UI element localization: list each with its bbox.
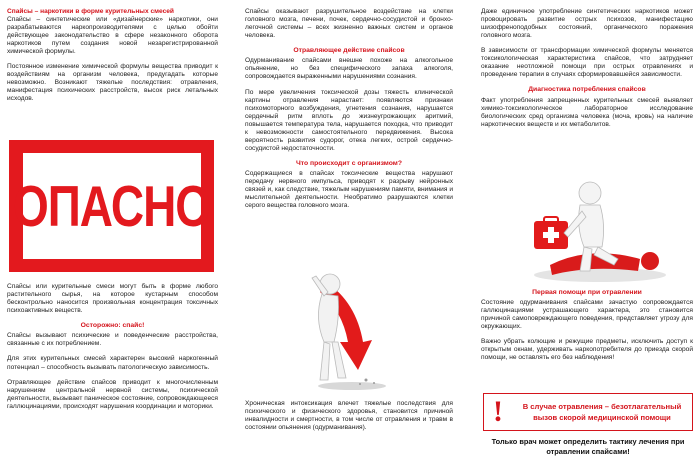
paragraph-clinical: По мере увеличения токсической дозы тяжесть клинической картины отравления нарастает: появляются признаки психомоторного возбуждения, угнетения сознания, нарушается сердечный ритм вплоть до жизнеугрожающих аритмий, повышается температура тела, нарушается походка, что приводит к невозможности самостоятельного передвижения. Высока вероятность развития судорог, отека легких, острой сердечно-сосудистой недостаточности. [245, 88, 453, 152]
paragraph-single-use: Даже единичное употребление синтетических наркотиков может провоцировать развитие острых психозов, манифестацию шизофреноподобных состояний, органического поражения головного мозга. [481, 8, 693, 40]
final-note: Только врач может определить тактику лечения при отравлении спайсами! [491, 437, 685, 457]
paragraph-diagnostics: Факт употребления запрещенных курительных смесей выявляет химико-токсикологическое лабораторное исследование биологических сред организма человека (моча, кровь) на наличие наркотических веществ и их метаболитов. [481, 96, 693, 128]
diagnostics-heading: Диагностика потребления спайсов [528, 86, 646, 94]
paragraph-neurons: Содержащиеся в спайсах токсические вещества нарушают передачу нервного импульса, приводят к разрыву нейронных связей и, как следствие, тяжелым нарушениям памяти, внимания и мыслительной деятельности. Необратимо разрушаются клетки серого вещества головного мозга. [245, 170, 453, 210]
column-3-lower [481, 289, 693, 370]
falling-arrow-figure-illustration [300, 262, 400, 392]
paragraph-chronic: Хроническая интоксикация влечет тяжелые последствия для психического и физического здоровья, становится причиной инвалидности и смертности, в том числе от отравления и травм в состоянии опьянения (одурманивания). [245, 400, 453, 432]
danger-sign [9, 140, 214, 272]
paragraph-caution: Спайсы вызывают психические и поведенческие расстройства, связанные с их потреблением. [7, 332, 218, 348]
intro-body: Спайсы – синтетические или «дизайнерские» наркотики, они разрабатываются наркопроизводителями с целью обойти действующее законодательство в сфере незаконного оборота наркотиков путем создания новой незарегистрированной химической формулы. [7, 16, 218, 56]
paragraph-cns: Отравляющее действие спайсов приводит к многочисленным нарушениям центральной нервной системы, психической деятельности, вызывает паническое состояние, сопровождающееся галлюцинациями, происходят нарушения координации и моторики. [7, 378, 218, 410]
emergency-warning-text: В случае отравления – безотлагательный вызов скорой медицинской помощи [522, 401, 682, 422]
paragraph-raw-material: Спайсы или курительные смеси могут быть в форме любого растительного сырья, на которое кустарным способом бесконтрольно наносится произвольная концентрация токсичных психоактивных веществ. [7, 283, 218, 315]
column-1-lower [7, 283, 218, 418]
first-aid-kit-figure-illustration [520, 175, 670, 285]
danger-sign-inner [12, 153, 211, 259]
poison-heading: Отравляющее действие спайсов [293, 47, 405, 55]
intro-paragraph [7, 8, 218, 56]
body-heading: Что происходит с организмом? [296, 159, 402, 167]
caution-heading: Осторожно: спайс! [80, 322, 145, 330]
paragraph-intoxication: Одурманивание спайсами внешне похоже на алкогольное опьянение, но без специфического запаха алкоголя, сопровождается выраженными нарушениями сознания. [245, 57, 453, 81]
column-1 [7, 8, 218, 110]
exclamation-icon: ! [493, 394, 503, 428]
intro-heading: Спайсы – наркотики в форме курительных смесей [7, 8, 174, 15]
paragraph-destructive: Спайсы оказывают разрушительное воздействие на клетки головного мозга, печени, почек, сердечно-сосудистой и бронхо-легочной системы – всех жизненно важных систем и органов человека. [245, 8, 453, 40]
paragraph-formula: Постоянное изменение химической формулы вещества приводит к воздействиям на организм человека, предугадать которые невозможно. Возникают тяжелые последствия: отравления, манифестация психических расстройств, высок риск летальных исходов. [7, 63, 218, 103]
paragraph-hallucinations: Состояние одурманивания спайсами зачастую сопровождается галлюцинациями устрашающего характера, это становится причиной самоповреждающего поведения, представляет угрозу для окружающих. [481, 299, 693, 331]
paragraph-transformation: В зависимости от трансформации химической формулы меняется токсикологическая характеристика спайсов, что затрудняет оказание неотложной помощи при острых отравлениях и проведение терапии в случаях сформировавшейся зависимости. [481, 47, 693, 79]
danger-word: ОПАСНО [12, 173, 211, 239]
column-3 [481, 8, 693, 136]
emergency-warning-box [483, 393, 693, 431]
first-aid-heading: Первая помощи при отравлении [532, 289, 642, 296]
column-2 [245, 8, 453, 217]
paragraph-addiction: Для этих курительных смесей характерен высокий наркогенный потенциал – способность вызывать патологическую зависимость. [7, 355, 218, 371]
column-2-lower [245, 400, 453, 439]
paragraph-safety: Важно убрать колющие и режущие предметы, исключить доступ к открытым окнам, удерживать наркопотребителя до приезда скорой помощи, не оставлять его без наблюдения! [481, 338, 693, 362]
